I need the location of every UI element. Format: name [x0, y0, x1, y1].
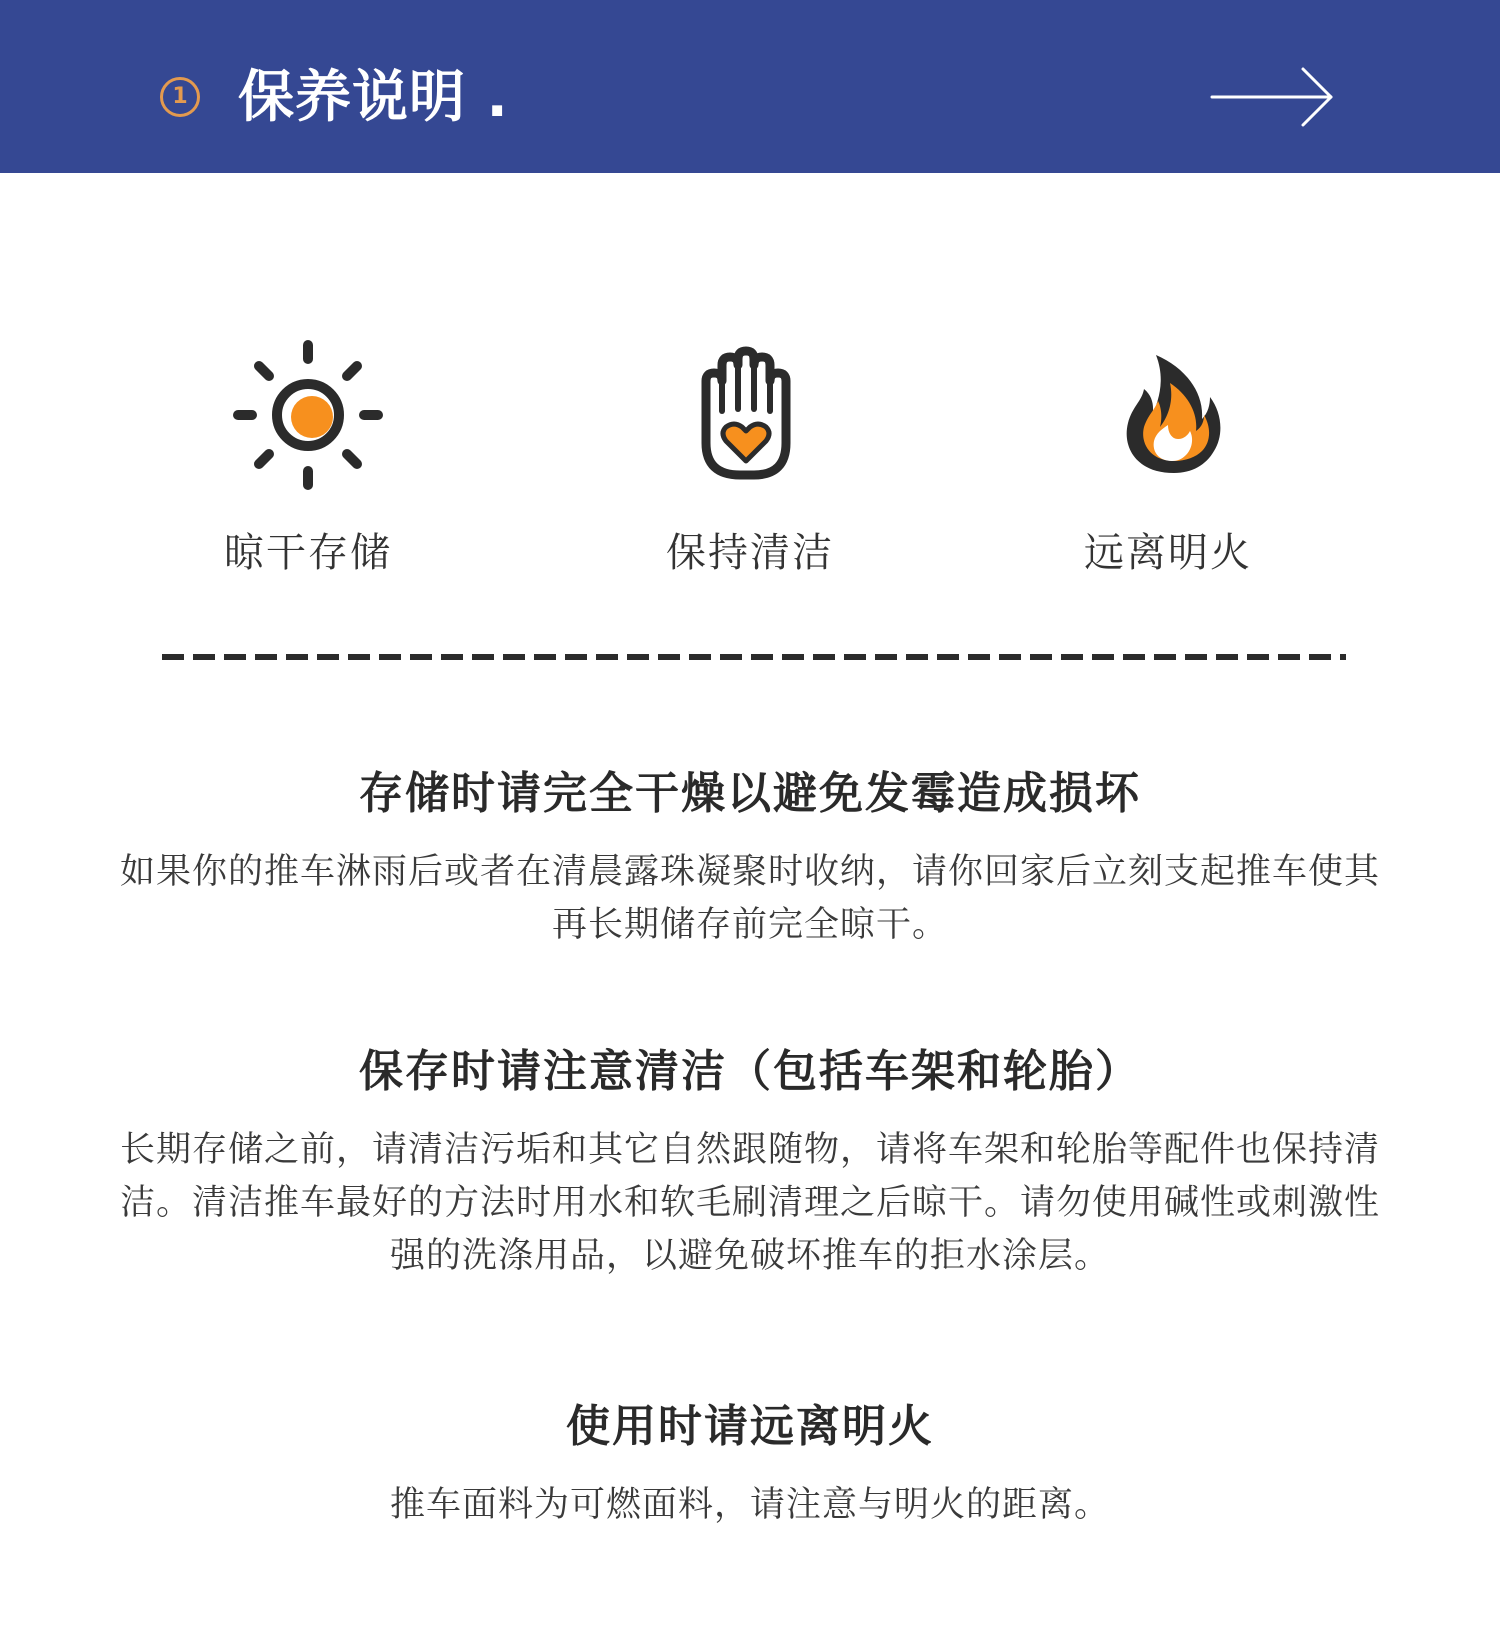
section-title: 存储时请完全干燥以避免发霉造成损坏: [359, 768, 1141, 819]
sun-icon: [228, 335, 388, 495]
feature-dry-storage: [148, 335, 468, 581]
hand-heart-icon: [670, 335, 830, 495]
step-number-badge: 1: [160, 77, 200, 117]
page-title: 保养说明 .: [238, 65, 509, 130]
section-body: 如果你的推车淋雨后或者在清晨露珠凝聚时收纳，请你回家后立刻支起推车使其再长期储存前完全晾干。: [119, 852, 1380, 945]
feature-label: 晾干存储: [224, 530, 392, 576]
section-keep-clean: [110, 1040, 1390, 1283]
flame-icon: [1088, 335, 1248, 495]
section-body: 长期存储之前，请清洁污垢和其它自然跟随物，请将车架和轮胎等配件也保持清洁。清洁推车最好的方法时用水和软毛刷清理之后晾干。请勿使用碱性或刺激性强的洗涤用品，以避免破坏推车的拒水涂层。: [119, 1130, 1380, 1276]
section-title: 保存时请注意清洁（包括车架和轮胎）: [359, 1046, 1141, 1097]
dashed-divider: [158, 652, 1350, 662]
arrow-right-icon[interactable]: [1210, 66, 1335, 128]
section-away-from-fire: [110, 1395, 1390, 1532]
section-dry-storage: [110, 762, 1390, 952]
section-title: 使用时请远离明火: [566, 1401, 934, 1452]
feature-label: 远离明火: [1084, 530, 1252, 576]
feature-away-from-fire: [1008, 335, 1328, 581]
header-banner: [0, 0, 1500, 173]
feature-label: 保持清洁: [666, 530, 834, 576]
section-body: 推车面料为可燃面料，请注意与明火的距离。: [389, 1485, 1110, 1525]
feature-keep-clean: [590, 335, 910, 581]
